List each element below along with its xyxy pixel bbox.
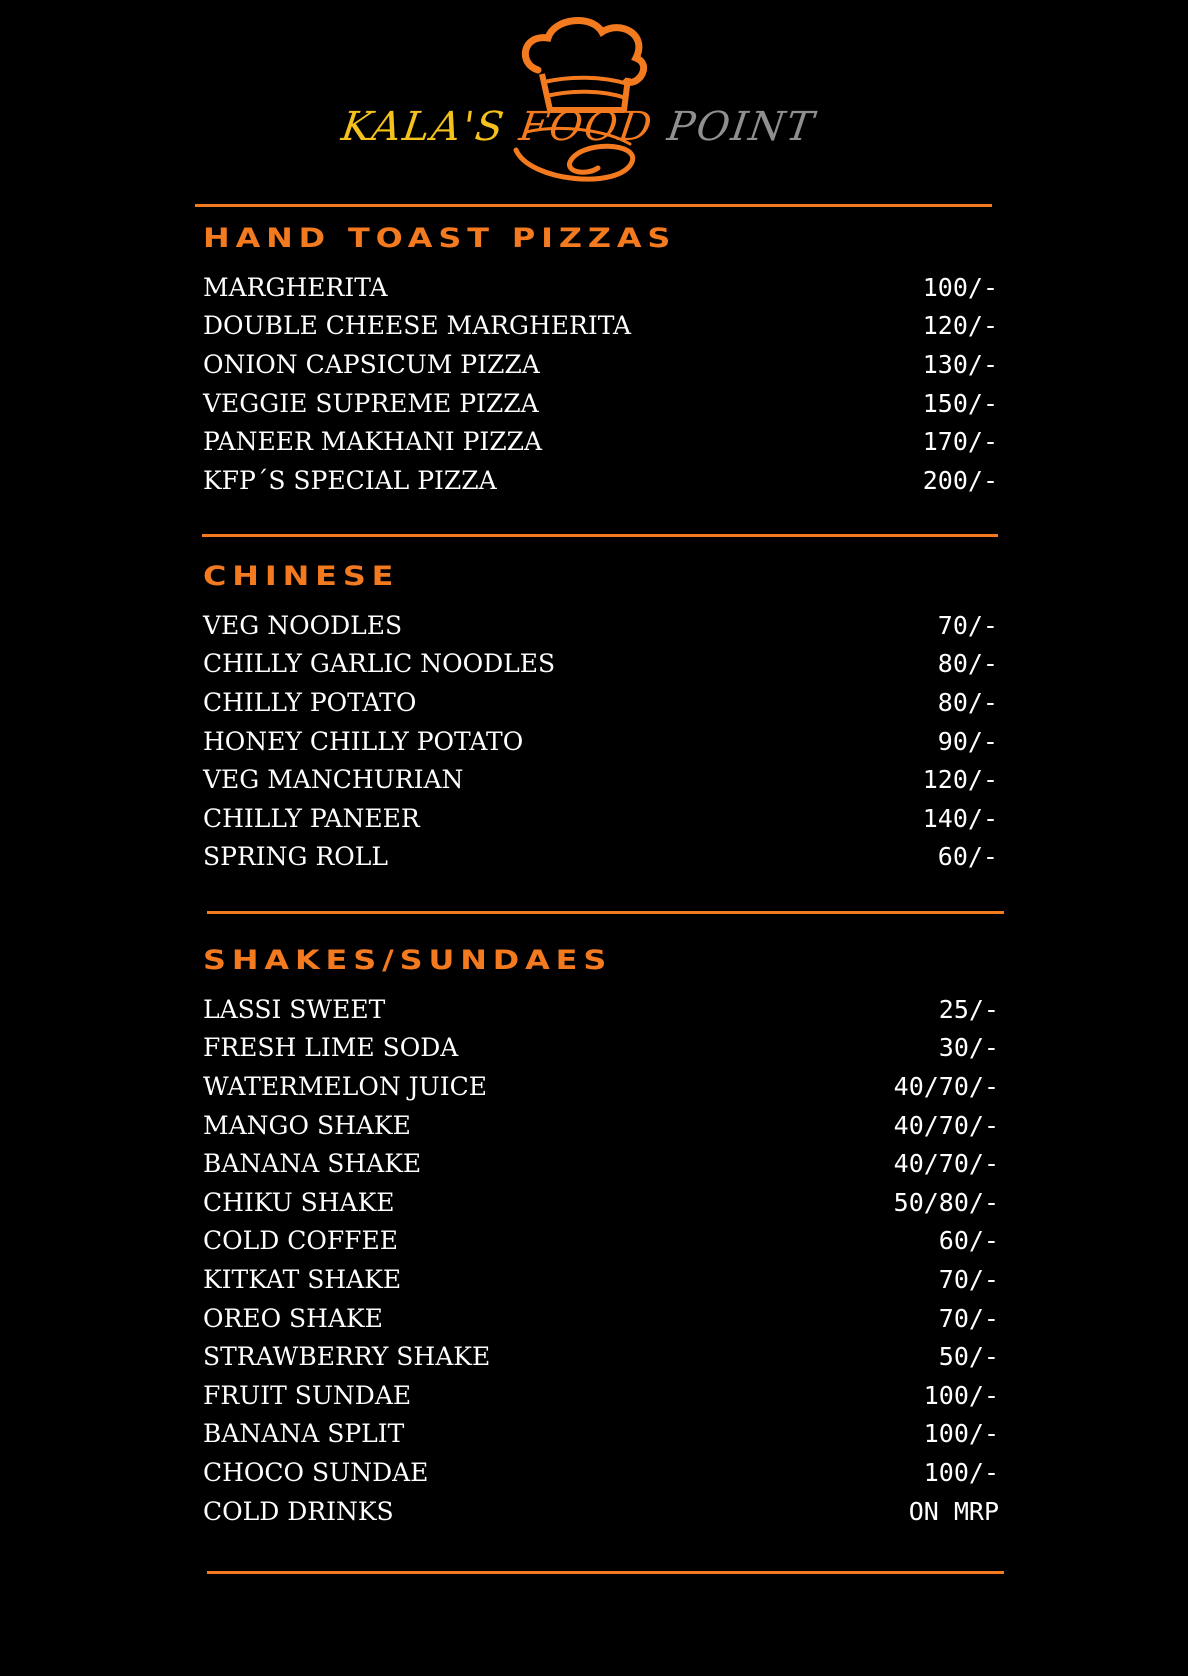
item-name: MANGO SHAKE <box>203 1110 411 1140</box>
brand-word-2: FOOD <box>516 104 657 150</box>
menu-item <box>203 345 998 384</box>
menu-item <box>203 1260 999 1299</box>
item-price: 70/- <box>938 1303 999 1333</box>
item-price: 60/- <box>938 1226 999 1256</box>
item-name: COLD COFFEE <box>203 1226 399 1256</box>
item-name: CHILLY PANEER <box>203 803 420 833</box>
menu-item <box>203 1376 999 1415</box>
item-price: 70/- <box>937 610 998 640</box>
section-shakes-sundaes <box>203 946 999 1530</box>
item-price: 70/- <box>938 1264 999 1294</box>
item-name: DOUBLE CHEESE MARGHERITA <box>203 311 632 341</box>
section-title: CHINESE <box>203 561 400 592</box>
section-pizzas <box>203 224 998 500</box>
divider-1 <box>202 534 998 537</box>
item-name: COLD DRINKS <box>203 1496 394 1526</box>
item-price: 40/70/- <box>893 1110 999 1140</box>
item-price: 100/- <box>922 272 998 302</box>
item-price: 80/- <box>937 649 998 679</box>
item-name: BANANA SPLIT <box>203 1419 405 1449</box>
item-price: 25/- <box>938 994 999 1024</box>
menu-item <box>203 683 998 722</box>
menu-item <box>203 1222 999 1261</box>
item-name: CHIKU SHAKE <box>203 1187 395 1217</box>
item-price: 100/- <box>923 1419 999 1449</box>
item-name: CHILLY POTATO <box>203 687 417 717</box>
menu-item <box>203 799 998 838</box>
item-price: 50/- <box>938 1342 999 1372</box>
divider-top <box>195 204 992 207</box>
divider-bottom <box>207 1571 1004 1574</box>
menu-item <box>203 1106 999 1145</box>
item-price: 120/- <box>922 765 998 795</box>
menu-item <box>203 422 998 461</box>
section-chinese <box>203 562 998 876</box>
item-name: BANANA SHAKE <box>203 1149 422 1179</box>
item-price: 200/- <box>922 465 998 495</box>
item-price: 50/80/- <box>893 1187 999 1217</box>
item-name: ONION CAPSICUM PIZZA <box>203 349 540 379</box>
item-price: ON MRP <box>908 1496 999 1526</box>
item-price: 100/- <box>923 1457 999 1487</box>
menu-item <box>203 268 998 307</box>
menu-item <box>203 307 998 346</box>
item-name: CHILLY GARLIC NOODLES <box>203 649 556 679</box>
item-name: WATERMELON JUICE <box>203 1071 487 1101</box>
brand-word-3: POINT <box>664 104 819 150</box>
item-price: 40/70/- <box>893 1071 999 1101</box>
item-price: 30/- <box>938 1033 999 1063</box>
item-name: KFP´S SPECIAL PIZZA <box>203 465 497 495</box>
menu-item <box>203 461 998 500</box>
item-price: 40/70/- <box>893 1149 999 1179</box>
menu-item <box>203 1183 999 1222</box>
item-price: 170/- <box>922 427 998 457</box>
menu-item <box>203 838 998 877</box>
menu-item <box>203 606 998 645</box>
item-price: 80/- <box>937 687 998 717</box>
item-price: 120/- <box>922 311 998 341</box>
menu-item <box>203 1492 999 1531</box>
item-name: KITKAT SHAKE <box>203 1264 402 1294</box>
item-name: MARGHERITA <box>203 272 388 302</box>
item-name: SPRING ROLL <box>203 842 388 872</box>
item-name: CHOCO SUNDAE <box>203 1457 429 1487</box>
menu-item <box>203 384 998 423</box>
menu-item <box>203 1453 999 1492</box>
menu-item <box>203 722 998 761</box>
brand-word-1: KALA'S <box>338 104 509 150</box>
menu-item <box>203 1337 999 1376</box>
menu-item <box>203 990 999 1029</box>
section-title: HAND TOAST PIZZAS <box>203 223 677 254</box>
menu-item <box>203 1144 999 1183</box>
item-price: 150/- <box>922 388 998 418</box>
menu-item <box>203 1067 999 1106</box>
menu-item <box>203 1415 999 1454</box>
item-name: VEG NOODLES <box>203 610 403 640</box>
item-name: HONEY CHILLY POTATO <box>203 726 524 756</box>
item-name: VEGGIE SUPREME PIZZA <box>203 388 539 418</box>
menu-item <box>203 645 998 684</box>
item-price: 140/- <box>922 803 998 833</box>
item-name: PANEER MAKHANI PIZZA <box>203 427 543 457</box>
menu-item <box>203 1029 999 1068</box>
menu-item <box>203 760 998 799</box>
brand-logo <box>330 12 830 192</box>
brand-wordmark <box>339 104 819 150</box>
item-price: 130/- <box>922 349 998 379</box>
item-name: FRESH LIME SODA <box>203 1033 459 1063</box>
menu-item <box>203 1299 999 1338</box>
item-name: LASSI SWEET <box>203 994 386 1024</box>
divider-2 <box>207 911 1004 914</box>
chef-hat-icon <box>330 12 830 192</box>
item-price: 90/- <box>937 726 998 756</box>
item-name: FRUIT SUNDAE <box>203 1380 412 1410</box>
section-title: SHAKES/SUNDAES <box>203 945 613 976</box>
item-name: STRAWBERRY SHAKE <box>203 1342 491 1372</box>
item-name: OREO SHAKE <box>203 1303 383 1333</box>
item-name: VEG MANCHURIAN <box>203 765 464 795</box>
item-price: 60/- <box>937 842 998 872</box>
item-price: 100/- <box>923 1380 999 1410</box>
